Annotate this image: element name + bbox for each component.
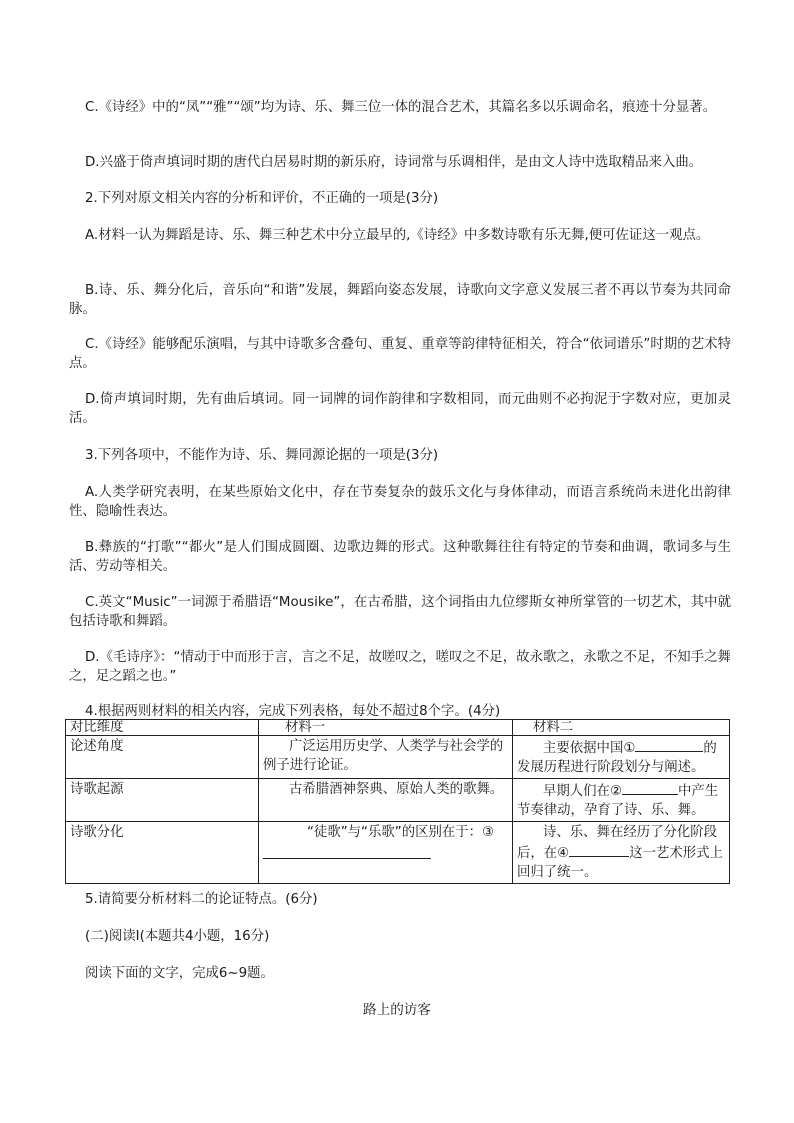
- q2-option-b: B.诗、乐、舞分化后，音乐向“和谐”发展，舞蹈向姿态发展，诗歌向文字意义发展三者不再以节奏为共同命脉。: [69, 283, 731, 317]
- row-material-2: 早期人们在② 中产生节奏律动，孕育了诗、乐、舞。: [513, 779, 730, 822]
- answer-blank-4[interactable]: [569, 842, 629, 857]
- option-d-paragraph: D.兴盛于倚声填词时期的唐代白居易时期的新乐府，诗词常与乐调相伴，是由文人诗中选取精品来入曲。: [85, 155, 703, 170]
- question-2: 2.下列对原文相关内容的分析和评价，不正确的一项是(3分): [85, 191, 439, 206]
- answer-blank-1[interactable]: [635, 737, 703, 752]
- row-dimension: 论述角度: [66, 736, 259, 779]
- reading-instruction: 阅读下面的文字，完成6~9题。: [85, 966, 274, 981]
- header-dimension: 对比维度: [66, 720, 259, 736]
- q3-option-c: C.英文“Music”一词源于希腊语“Mousike”，在古希腊，这个词指由九位缪斯女神所掌管的一切艺术，其中就包括诗歌和舞蹈。: [69, 595, 731, 629]
- row-material-2: 主要依据中国① 的发展历程进行阶段划分与阐述。: [513, 736, 730, 779]
- story-title: 路上的访客: [363, 1002, 431, 1018]
- answer-blank-3[interactable]: [263, 844, 431, 859]
- row-material-1: “徒歌”与“乐歌”的区别在于：③: [259, 822, 513, 884]
- q2-option-c: C.《诗经》能够配乐演唱，与其中诗歌多含叠句、重复、重章等韵律特征相关，符合“依词谱乐”时期的艺术特点。: [69, 337, 731, 371]
- row-material-2: 诗、乐、舞在经历了分化阶段后，在④ 这一艺术形式上回归了统一。: [513, 822, 730, 884]
- q2-option-a: A.材料一认为舞蹈是诗、乐、舞三种艺术中分立最早的,《诗经》中多数诗歌有乐无舞,便可佐证这一观点。: [85, 228, 710, 243]
- answer-blank-2[interactable]: [622, 780, 678, 795]
- comparison-table: [65, 719, 730, 884]
- q3-option-d: D.《毛诗序》：“情动于中而形于言，言之不足，故嗟叹之，嗟叹之不足，故永歌之，永歌之不足，不知手之舞之，足之蹈之也。”: [69, 650, 731, 684]
- table-row: [66, 822, 730, 884]
- q2-option-d: D.倚声填词时期，先有曲后填词。同一词牌的词作韵律和字数相同，而元曲则不必拘泥于字数对应，更加灵活。: [69, 392, 731, 426]
- header-material-2: 材料二: [513, 720, 730, 736]
- table-row: [66, 736, 730, 779]
- option-c-paragraph: C.《诗经》中的“凤”“雅”“颂”均为诗、乐、舞三位一体的混合艺术，其篇名多以乐调命名，痕迹十分显著。: [85, 100, 717, 115]
- question-3: 3.下列各项中，不能作为诗、乐、舞同源论据的一项是(3分): [85, 448, 439, 463]
- header-material-1: 材料一: [259, 720, 513, 736]
- row-dimension: 诗歌起源: [66, 779, 259, 822]
- q3-option-a: A.人类学研究表明，在某些原始文化中，存在节奏复杂的鼓乐文化与身体律动，而语言系统尚未进化出韵律性、隐喻性表达。: [69, 485, 731, 519]
- row-material-1: 古希腊酒神祭典、原始人类的歌舞。: [259, 779, 513, 822]
- q3-option-b: B.彝族的“打歌”“都火”是人们围成圆圈、边歌边舞的形式。这种歌舞往往有特定的节奏和曲调，歌词多与生活、劳动等相关。: [69, 540, 731, 574]
- table-row: [66, 779, 730, 822]
- table-header-row: [66, 720, 730, 736]
- question-4: 4.根据两则材料的相关内容，完成下列表格，每处不超过8个字。(4分): [85, 704, 501, 719]
- row-dimension: 诗歌分化: [66, 822, 259, 884]
- question-5: 5.请简要分析材料二的论证特点。(6分): [85, 892, 318, 907]
- row-material-1: 广泛运用历史学、人类学与社会学的例子进行论证。: [259, 736, 513, 779]
- section-heading: (二)阅读Ⅰ(本题共4小题，16分): [85, 929, 270, 944]
